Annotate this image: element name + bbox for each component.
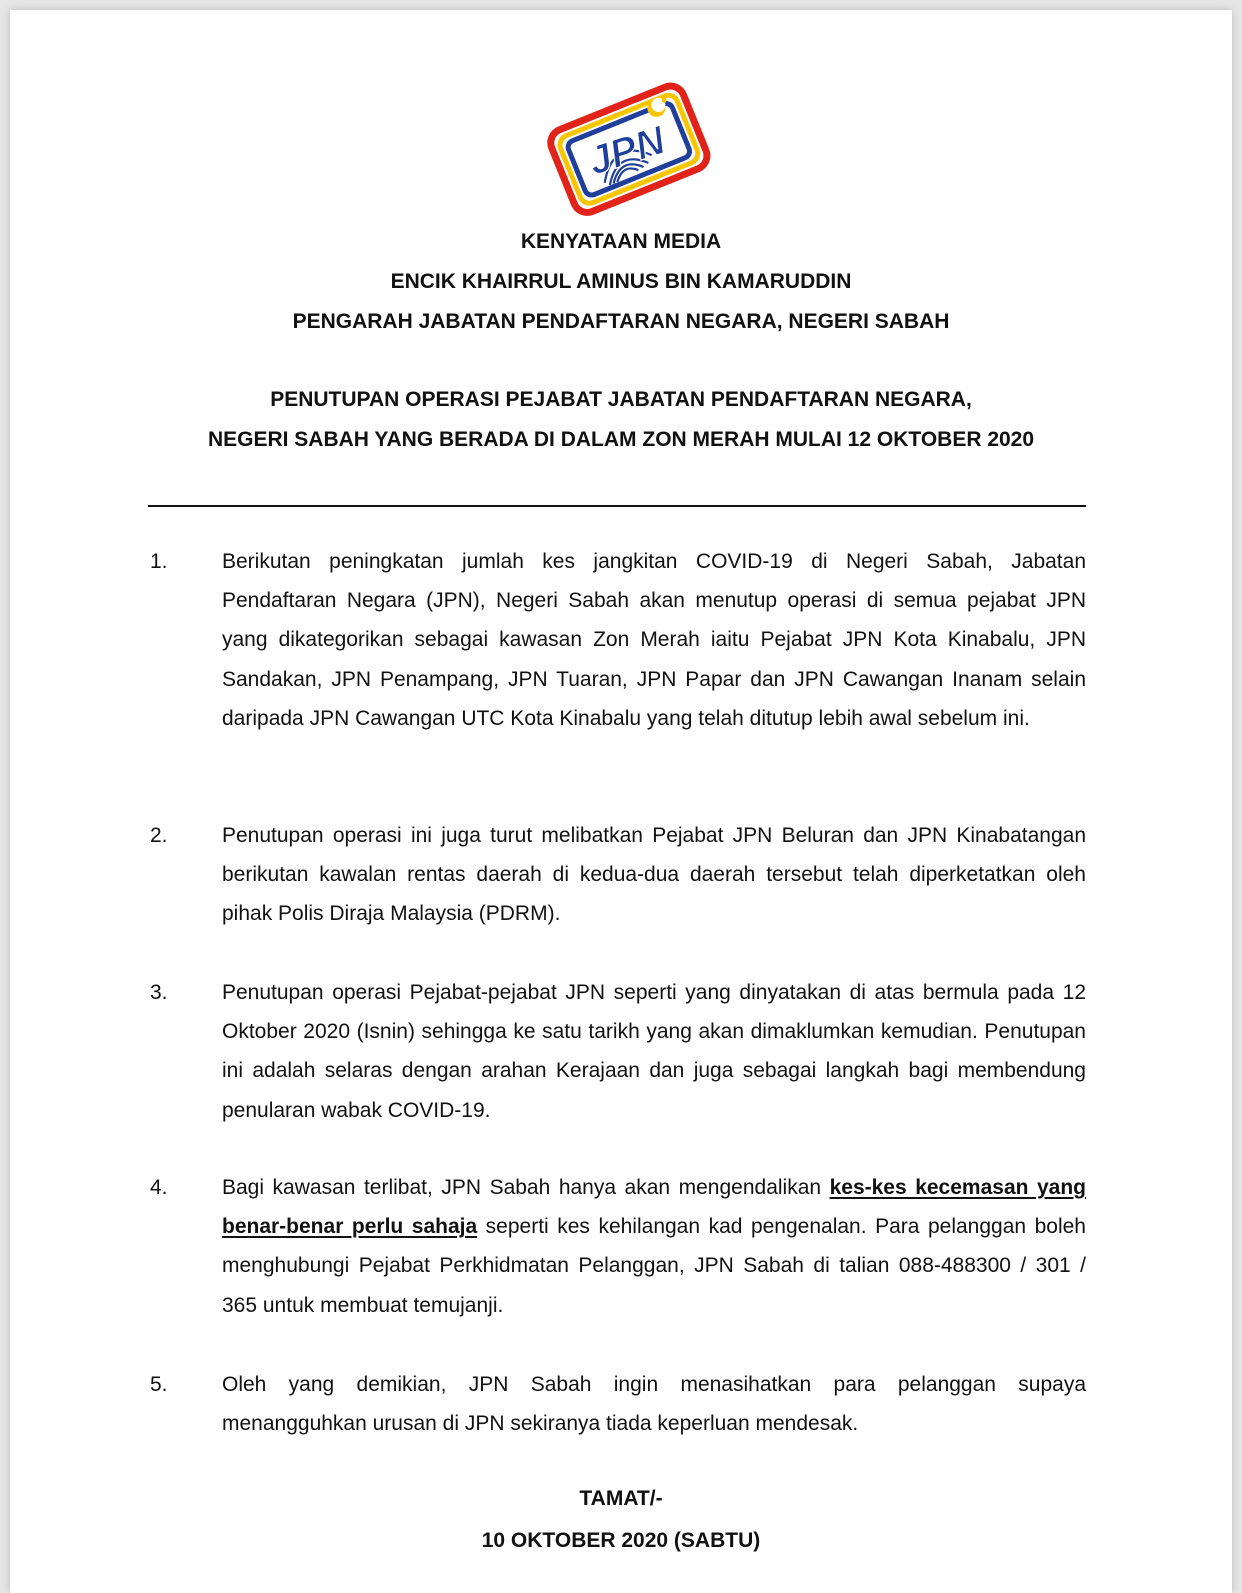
end-mark: TAMAT/- — [579, 1487, 663, 1510]
statement-footer — [10, 1478, 1232, 1562]
paragraph-number: 2. — [150, 824, 168, 847]
paragraph-text-tail: seperti kes kehilangan kad pengenalan. Para pelanggan boleh menghubungi Pejabat Perkhidmatan Pelanggan, JPN Sabah di talian 088-488300 / 301 / 365 untuk membuat temujanji. — [222, 1215, 1086, 1317]
paragraph-5 — [148, 1365, 1086, 1443]
paragraph-text: Berikutan peningkatan jumlah kes jangkitan COVID-19 di Negeri Sabah, Jabatan Pendaftaran Negara (JPN), Negeri Sabah akan menutup operasi di semua pejabat JPN yang dikategorikan sebagai kawasan Zon Merah iaitu Pejabat JPN Kota Kinabalu, JPN Sandakan, JPN Penampang, JPN Tuaran, JPN Papar dan JPN Cawangan Inanam selain daripada JPN Cawangan UTC Kota Kinabalu yang telah ditutup lebih awal sebelum ini. — [222, 550, 1086, 730]
paragraph-4 — [148, 1168, 1086, 1325]
paragraph-text: Penutupan operasi Pejabat-pejabat JPN seperti yang dinyatakan di atas bermula pada 12 Oktober 2020 (Isnin) sehingga ke satu tarikh yang akan dimaklumkan kemudian. Penutupan ini adalah selaras dengan arahan Kerajaan dan juga sebagai langkah bagi membendung penularan wabak COVID-19. — [222, 981, 1086, 1122]
document-page — [10, 10, 1232, 1593]
paragraph-number: 5. — [150, 1373, 168, 1396]
paragraph-number: 4. — [150, 1176, 168, 1199]
paragraph-1 — [148, 542, 1086, 738]
statement-subject — [10, 380, 1232, 460]
speaker-name: ENCIK KHAIRRUL AMINUS BIN KAMARUDDIN — [390, 270, 852, 293]
jpn-logo — [540, 72, 715, 224]
paragraph-text: Oleh yang demikian, JPN Sabah ingin menasihatkan para pelanggan supaya menangguhkan urusan di JPN sekiranya tiada keperluan mendesak. — [222, 1373, 1086, 1436]
paragraph-text-lead: Bagi kawasan terlibat, JPN Sabah hanya akan mengendalikan — [222, 1176, 830, 1199]
logo-text: JPN — [582, 118, 671, 184]
paragraph-text: Penutupan operasi ini juga turut melibatkan Pejabat JPN Beluran dan JPN Kinabatangan berikutan kawalan rentas daerah di kedua-dua daerah tersebut telah diperketatkan oleh pihak Polis Diraja Malaysia (PDRM). — [222, 824, 1086, 926]
subject-line-1: PENUTUPAN OPERASI PEJABAT JABATAN PENDAFTARAN NEGARA, — [270, 388, 972, 411]
paragraph-2 — [148, 816, 1086, 934]
paragraph-text — [222, 1168, 1086, 1325]
emphasis-text: kes-kes kecemasan yang benar-benar perlu sahaja — [222, 1176, 1086, 1239]
paragraph-number: 1. — [150, 550, 168, 573]
statement-header — [10, 222, 1232, 342]
divider — [148, 505, 1086, 507]
subject-line-2: NEGERI SABAH YANG BERADA DI DALAM ZON MERAH MULAI 12 OKTOBER 2020 — [207, 428, 1035, 451]
statement-type: KENYATAAN MEDIA — [520, 230, 722, 253]
statement-date: 10 OKTOBER 2020 (SABTU) — [481, 1529, 761, 1552]
paragraph-3 — [148, 973, 1086, 1130]
speaker-title: PENGARAH JABATAN PENDAFTARAN NEGARA, NEGERI SABAH — [292, 310, 950, 333]
paragraph-number: 3. — [150, 981, 168, 1004]
